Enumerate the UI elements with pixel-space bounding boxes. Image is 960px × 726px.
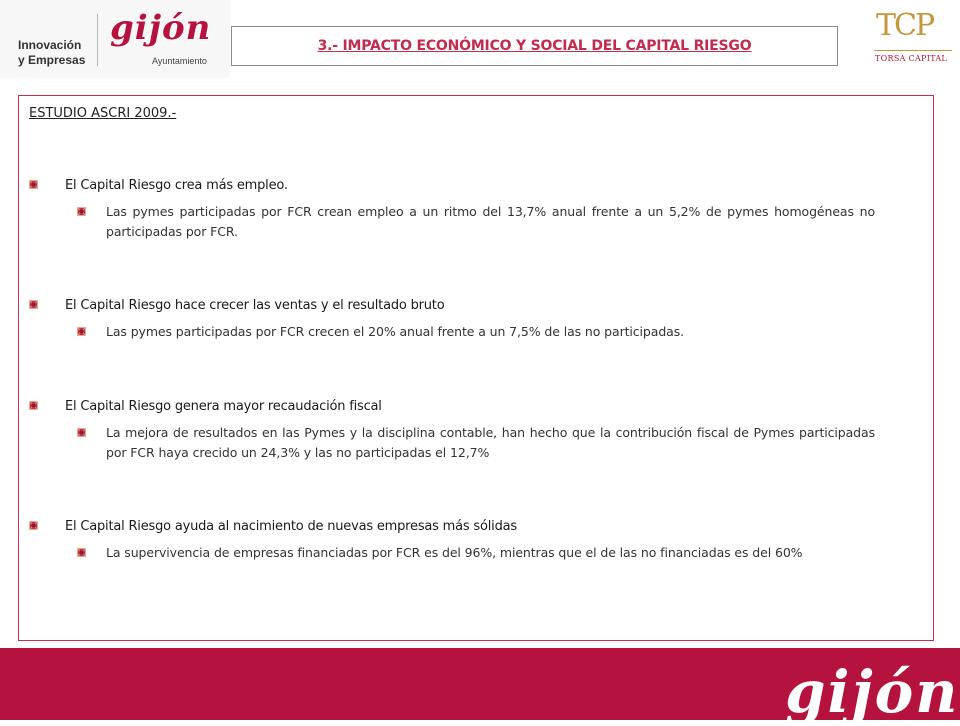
sub-bullet-icon <box>77 428 86 437</box>
slide-title-box <box>231 26 838 66</box>
bullet-title: El Capital Riesgo hace crecer las ventas y el resultado bruto <box>65 298 445 313</box>
footer-band <box>0 648 960 726</box>
torsa-capital-name: TORSA CAPITAL <box>875 54 948 63</box>
torsa-capital-logo <box>868 8 952 72</box>
sub-bullet-new-companies <box>77 543 875 563</box>
slide-title: 3.- IMPACTO ECONÓMICO Y SOCIAL DEL CAPITAL RIESGO <box>317 38 752 54</box>
tcp-mark <box>876 8 933 43</box>
sub-bullet-sales <box>77 322 875 342</box>
logo-line1: Innovación <box>18 38 82 52</box>
sub-bullet-icon <box>77 207 86 216</box>
sub-bullet-tax <box>77 423 875 463</box>
sub-bullet-icon <box>77 548 86 557</box>
logo-rule <box>874 50 952 51</box>
logo-divider <box>97 14 98 66</box>
bullet-title: El Capital Riesgo ayuda al nacimiento de nuevas empresas más sólidas <box>65 519 517 534</box>
sub-bullet-text: La supervivencia de empresas financiadas por FCR es del 96%, mientras que el de las no financiadas es del 60% <box>106 545 803 560</box>
bullet-title: El Capital Riesgo genera mayor recaudación fiscal <box>65 399 382 414</box>
bullet-icon <box>29 300 38 309</box>
logo-text <box>18 38 85 68</box>
sub-bullet-text: Las pymes participadas por FCR crean empleo a un ritmo del 13,7% anual frente a un 5,2% de pymes homogéneas no participadas por FCR. <box>106 204 875 239</box>
ayuntamiento-label: Ayuntamiento <box>152 56 207 66</box>
sub-bullet-icon <box>77 327 86 336</box>
footer-gijon-brand: gijón <box>785 658 960 726</box>
innovacion-empresas-logo <box>0 0 230 78</box>
study-heading: ESTUDIO ASCRI 2009.- <box>29 106 177 121</box>
gijon-brand: gijón <box>110 8 212 48</box>
bullet-title: El Capital Riesgo crea más empleo. <box>65 178 288 193</box>
bullet-icon <box>29 180 38 189</box>
tcp-mark-text: TCP <box>876 8 934 43</box>
sub-bullet-text: Las pymes participadas por FCR crecen el 20% anual frente a un 7,5% de las no participadas. <box>106 324 684 339</box>
sub-bullet-text: La mejora de resultados en las Pymes y la disciplina contable, han hecho que la contribución fiscal de Pymes participadas por FCR haya crecido un 24,3% y las no participadas el 12,7% <box>106 425 875 460</box>
bullet-icon <box>29 401 38 410</box>
bullet-icon <box>29 521 38 530</box>
sub-bullet-employment <box>77 202 875 242</box>
logo-line2: y Empresas <box>18 53 86 67</box>
content-panel <box>18 95 934 641</box>
